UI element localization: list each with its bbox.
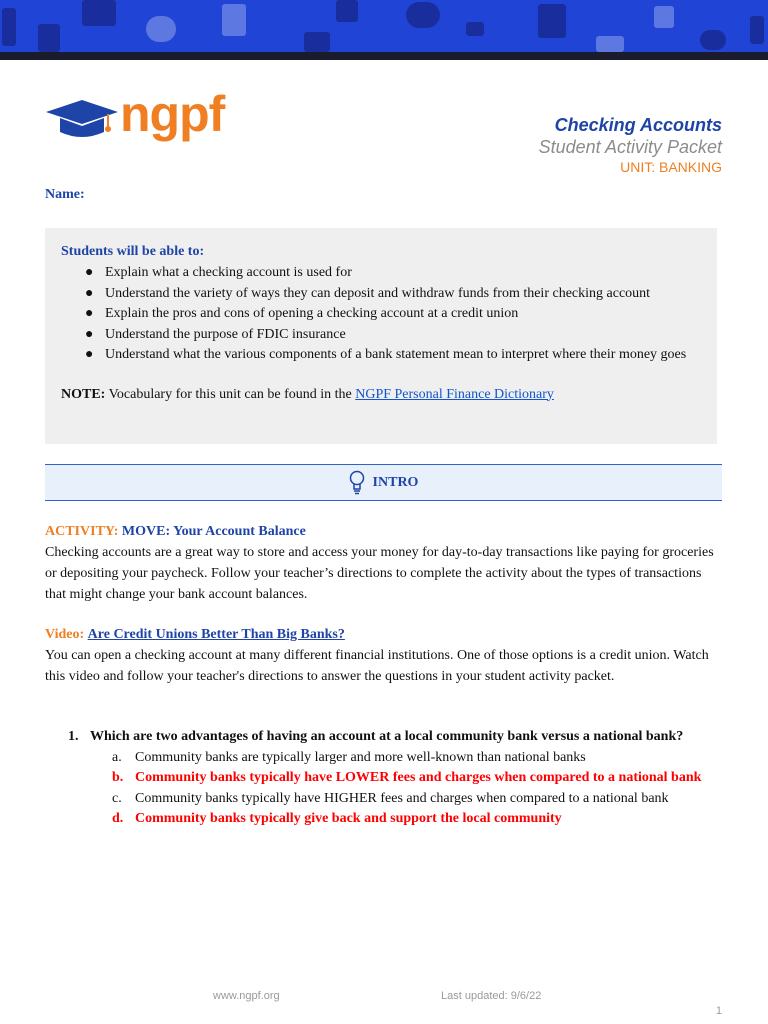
piggy-bank-icon <box>406 2 440 28</box>
video-body: You can open a checking account at many different financial institutions. One of those options is a credit union. Watch this video and follow your teacher's directions to answer the questions in your student activity packet. <box>45 648 709 684</box>
answer-text: Community banks typically have HIGHER fees and charges when compared to a national bank <box>135 790 669 806</box>
page-number: 1 <box>715 1005 722 1017</box>
folder-icon <box>82 0 116 26</box>
answer-option-correct <box>68 809 718 830</box>
question-text <box>68 727 718 748</box>
list-item <box>61 304 701 325</box>
document-icon <box>222 4 246 36</box>
piggy-bank-icon <box>146 16 176 42</box>
list-item-text: Explain what a checking account is used for <box>105 265 352 280</box>
answer-option <box>68 789 718 810</box>
calculator-icon <box>654 6 674 28</box>
bullet-icon: ● <box>85 285 94 301</box>
video-section <box>45 624 725 687</box>
video-label: Video: <box>45 627 85 642</box>
piggy-bank-icon <box>700 30 726 50</box>
answer-text: Community banks typically give back and support the local community <box>135 811 562 826</box>
activity-label: ACTIVITY: <box>45 524 119 539</box>
objectives-title: Students will be able to: <box>61 244 205 259</box>
question-prompt: Which are two advantages of having an account at a local community bank versus a national bank? <box>90 729 684 744</box>
answer-option-correct <box>68 768 718 789</box>
folder-icon <box>304 32 330 52</box>
decor-shape <box>750 16 764 44</box>
answer-letter: a. <box>112 749 122 765</box>
list-item-text: Explain the pros and cons of opening a checking account at a credit union <box>105 306 519 321</box>
video-link[interactable]: Are Credit Unions Better Than Big Banks? <box>87 627 345 642</box>
calculator-icon <box>336 0 358 22</box>
list-item-text: Understand the purpose of FDIC insurance <box>105 326 346 342</box>
document-subtitle: Student Activity Packet <box>538 137 722 157</box>
answer-letter: c. <box>112 790 122 806</box>
note-text: Vocabulary for this unit can be found in the <box>105 386 356 402</box>
activity-section <box>45 521 725 605</box>
vocabulary-note <box>61 385 701 405</box>
activity-heading <box>45 521 725 542</box>
list-item-text: Understand what the various components of a bank statement mean to interpret where their money goes <box>105 347 687 362</box>
unit-label: UNIT: BANKING <box>620 159 722 175</box>
bullet-icon: ● <box>85 306 94 321</box>
answer-letter: b. <box>112 770 124 785</box>
question-number: 1. <box>68 729 79 744</box>
question-1 <box>68 727 718 830</box>
notebook-icon <box>38 24 60 52</box>
bullet-icon: ● <box>85 265 94 280</box>
list-item-text: Understand the variety of ways they can deposit and withdraw funds from their checking account <box>105 285 651 301</box>
footer-site: www.ngpf.org <box>213 990 280 1002</box>
list-item <box>61 263 701 284</box>
dictionary-link[interactable]: NGPF Personal Finance Dictionary <box>355 386 554 402</box>
answer-text: Community banks typically have LOWER fees and charges when compared to a national bank <box>135 770 702 785</box>
list-item <box>61 284 701 305</box>
note-label: NOTE: <box>61 386 106 402</box>
header-banner <box>0 0 768 52</box>
answer-option <box>68 748 718 769</box>
video-heading <box>45 624 725 645</box>
name-field-label: Name: <box>45 187 85 202</box>
bullet-icon: ● <box>85 347 94 362</box>
answer-text: Community banks are typically larger and more well-known than national banks <box>135 749 586 765</box>
learning-objectives-box <box>45 228 717 444</box>
list-item <box>61 325 701 346</box>
bullet-icon: ● <box>85 326 94 342</box>
folder-icon <box>596 36 624 52</box>
banner-divider <box>0 52 768 60</box>
intro-label: INTRO <box>372 474 419 490</box>
activity-title: MOVE: Your Account Balance <box>118 524 306 539</box>
list-item <box>61 345 701 366</box>
footer-updated: Last updated: 9/6/22 <box>441 990 542 1002</box>
document-title: Checking Accounts <box>554 115 722 135</box>
decor-shape <box>466 22 484 36</box>
intro-section-header <box>45 464 722 501</box>
answer-letter: d. <box>112 811 124 826</box>
decor-shape <box>2 8 16 46</box>
activity-body: Checking accounts are a great way to store and access your money for day-to-day transactions like paying for groceries or depositing your paycheck. Follow your teacher’s directions to complete the activity about the types of transactions that might change your bank account balances. <box>45 545 714 602</box>
answer-list <box>68 748 718 830</box>
lightbulb-icon <box>349 470 365 496</box>
objectives-list <box>61 263 701 366</box>
logo-wordmark: ngpf <box>120 86 225 142</box>
document-header <box>539 114 722 176</box>
calculator-icon <box>538 4 566 38</box>
